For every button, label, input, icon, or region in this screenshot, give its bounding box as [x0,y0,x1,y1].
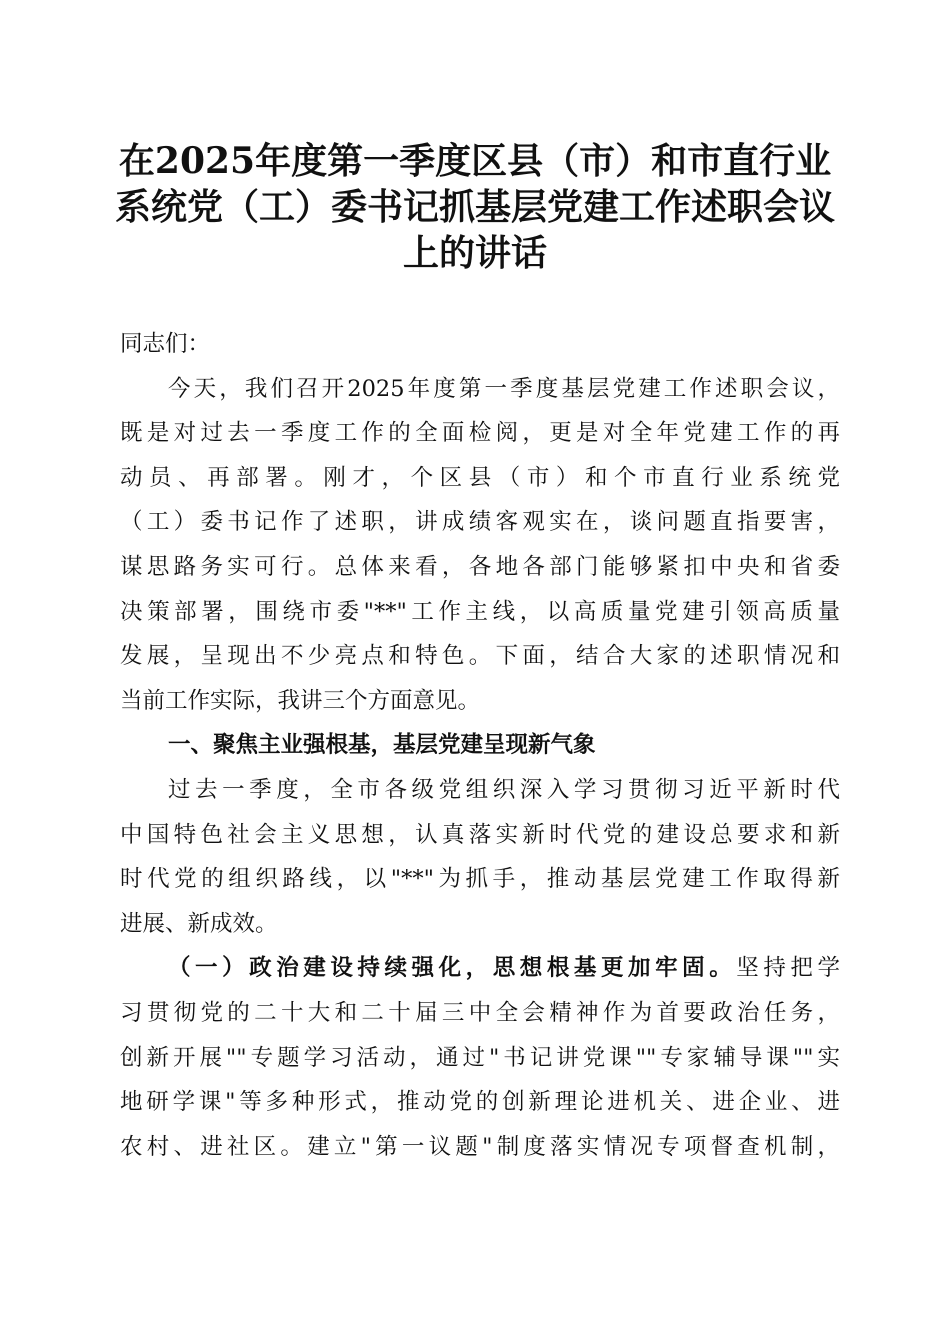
paragraph-2 [120,768,840,946]
paragraph-line: 既是对过去一季度工作的全面检阅，更是对全年党建工作的再 [120,420,840,447]
document-body [120,322,840,1169]
paragraph-line: 过去一季度，全市各级党组织深入学习贯彻习近平新时代 [168,776,840,803]
paragraph-line: 谋思路务实可行。总体来看，各地各部门能够紧扣中央和省委 [120,553,840,580]
paragraph-line: 进展、新成效。 [120,910,278,937]
title-line-1: 在2025年度第一季度区县（市）和市直行业 [118,140,832,182]
paragraph-line: （工）委书记作了述职，讲成绩客观实在，谈问题直指要害， [120,509,840,536]
salutation: 同志们： [120,331,211,357]
paragraph-line: 中国特色社会主义思想，认真落实新时代党的建设总要求和新 [120,821,840,848]
paragraph-line: 农村、进社区。建立"第一议题"制度落实情况专项督查机制， [120,1133,840,1160]
paragraph-text: 坚持把学 [736,955,840,982]
paragraph-line: 地研学课"等多种形式，推动党的创新理论进机关、进企业、进 [120,1089,840,1116]
paragraph-line: 发展，呈现出不少亮点和特色。下面，结合大家的述职情况和 [120,643,840,670]
document-title [100,138,850,276]
paragraph-1 [120,367,840,724]
paragraph-line: 决策部署，围绕市委"**"工作主线，以高质量党建引领高质量 [120,598,840,625]
paragraph-line [120,946,840,991]
paragraph-line: 动员、再部署。刚才，个区县（市）和个市直行业系统党 [120,464,840,491]
paragraph-line: 今天，我们召开2025年度第一季度基层党建工作述职会议， [168,375,840,402]
subsection-heading: （一）政治建设持续强化，思想根基更加牢固。 [168,955,737,982]
title-line-2: 系统党（工）委书记抓基层党建工作述职会议 [114,186,835,228]
paragraph-3 [120,946,840,1169]
title-line-3: 上的讲话 [402,232,547,274]
paragraph-line: 创新开展""专题学习活动，通过"书记讲党课""专家辅导课""实 [120,1044,840,1071]
paragraph-line: 习贯彻党的二十大和二十届三中全会精神作为首要政治任务， [120,999,840,1026]
paragraph-line: 时代党的组织路线，以"**"为抓手，推动基层党建工作取得新 [120,866,840,893]
paragraph-line: 当前工作实际，我讲三个方面意见。 [120,687,481,714]
section-heading: 一、聚焦主业强根基，基层党建呈现新气象 [168,732,596,759]
